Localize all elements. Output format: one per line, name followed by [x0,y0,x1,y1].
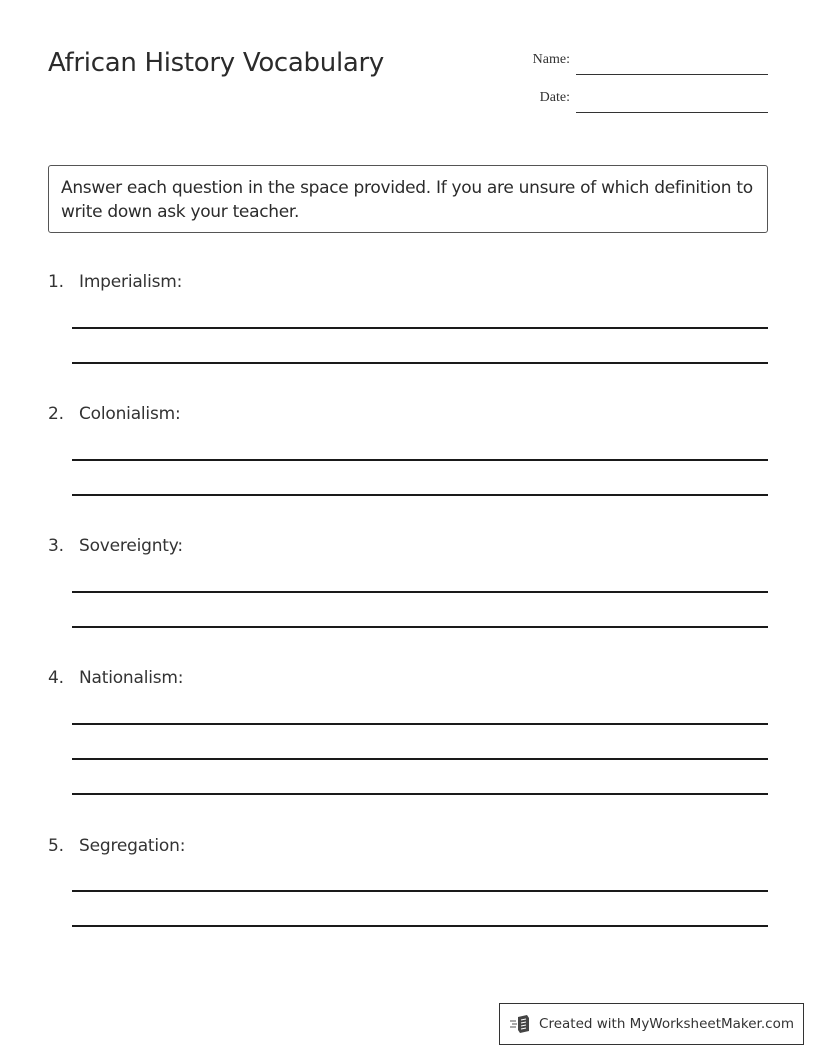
question-2 [48,404,768,424]
answer-line[interactable] [72,925,768,927]
date-input-line[interactable] [576,112,768,113]
question-3 [48,536,768,556]
footer-text: Created with MyWorksheetMaker.com [539,1016,794,1032]
worksheet-logo-icon [509,1014,533,1034]
answer-line[interactable] [72,362,768,364]
answer-line[interactable] [72,494,768,496]
question-number: 1. [48,272,64,292]
answer-line[interactable] [72,723,768,725]
answer-line[interactable] [72,890,768,892]
question-number: 2. [48,404,64,424]
question-term: Nationalism: [79,668,184,688]
worksheet-title: African History Vocabulary [48,48,384,78]
name-label: Name: [532,52,570,67]
question-4 [48,668,768,688]
answer-line[interactable] [72,327,768,329]
question-1 [48,272,768,292]
name-input-line[interactable] [576,74,768,75]
answer-line[interactable] [72,459,768,461]
question-5 [48,836,768,856]
answer-line[interactable] [72,793,768,795]
date-label: Date: [539,90,570,105]
answer-line[interactable] [72,758,768,760]
question-term: Segregation: [79,836,186,856]
answer-line[interactable] [72,591,768,593]
answer-line[interactable] [72,626,768,628]
question-number: 5. [48,836,64,856]
question-term: Colonialism: [79,404,181,424]
instructions-box: Answer each question in the space provided. If you are unsure of which definition to write down ask your teacher. [48,165,768,233]
question-term: Sovereignty: [79,536,183,556]
footer-credit[interactable] [499,1003,804,1045]
question-term: Imperialism: [79,272,183,292]
question-number: 4. [48,668,64,688]
question-number: 3. [48,536,64,556]
